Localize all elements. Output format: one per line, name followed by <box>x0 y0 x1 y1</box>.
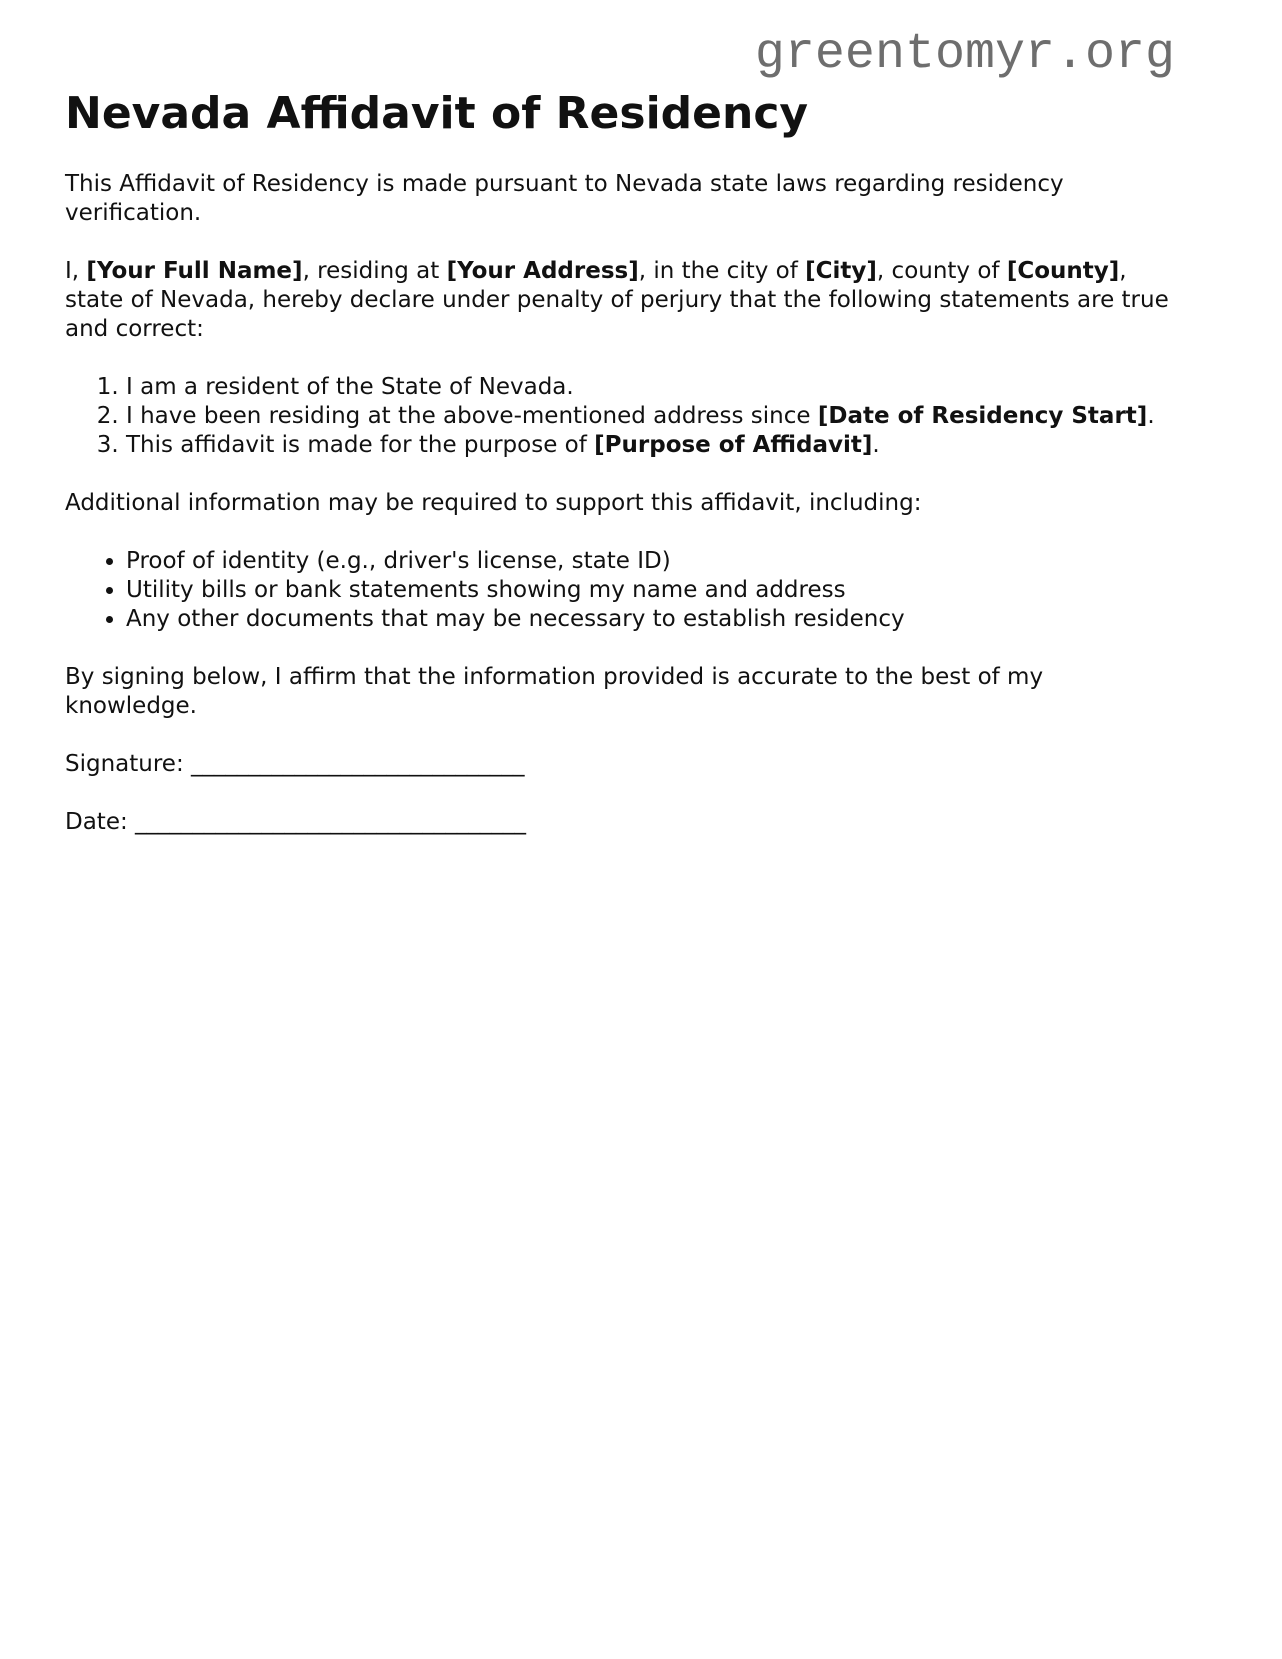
document-title: Nevada Affidavit of Residency <box>65 88 809 139</box>
intro-paragraph: This Affidavit of Residency is made pursuant to Nevada state laws regarding residency verification. <box>65 170 1064 226</box>
text-segment: , state of Nevada, hereby declare under penalty of perjury that the following statements are true and correct: <box>65 257 1169 342</box>
date-line: __________________________________ <box>135 808 527 835</box>
placeholder-field: [City] <box>805 257 877 284</box>
document-item: • Utility bills or bank statements showing my name and address <box>126 576 1175 605</box>
affirmation-paragraph: By signing below, I affirm that the information provided is accurate to the best of my knowledge. <box>65 663 1044 719</box>
signature-row <box>65 750 1175 779</box>
placeholder-field: [Date of Residency Start] <box>817 402 1148 429</box>
statement-item <box>126 402 1175 431</box>
text-segment: , county of <box>876 257 1007 284</box>
statement-item <box>126 431 1175 460</box>
signature-line: _____________________________ <box>191 750 525 777</box>
declaration-paragraph <box>65 257 1175 344</box>
site-watermark: greentomyr.org <box>754 26 1175 83</box>
placeholder-field: [County] <box>1006 257 1120 284</box>
text-segment: I have been residing at the above-mentioned address since <box>126 402 818 429</box>
text-segment: . <box>1147 402 1155 429</box>
text-segment: This affidavit is made for the purpose of <box>126 431 595 458</box>
date-row <box>65 808 1175 837</box>
placeholder-field: [Your Full Name] <box>86 257 303 284</box>
document-item: • Proof of identity (e.g., driver's license, state ID) <box>126 547 1175 576</box>
text-segment: I am a resident of the State of Nevada. <box>126 373 574 400</box>
text-segment: , in the city of <box>638 257 806 284</box>
placeholder-field: [Your Address] <box>446 257 639 284</box>
text-segment: . <box>872 431 880 458</box>
text-segment: , residing at <box>302 257 447 284</box>
supporting-documents-list <box>65 547 1175 634</box>
signature-label: Signature: <box>65 750 184 777</box>
additional-info-paragraph: Additional information may be required to support this affidavit, including: <box>65 489 922 516</box>
date-label: Date: <box>65 808 128 835</box>
placeholder-field: [Purpose of Affidavit] <box>594 431 873 458</box>
text-segment: I, <box>65 257 87 284</box>
statement-item <box>126 373 1175 402</box>
statements-list <box>65 373 1175 460</box>
document-item: • Any other documents that may be necessary to establish residency <box>126 605 1175 634</box>
